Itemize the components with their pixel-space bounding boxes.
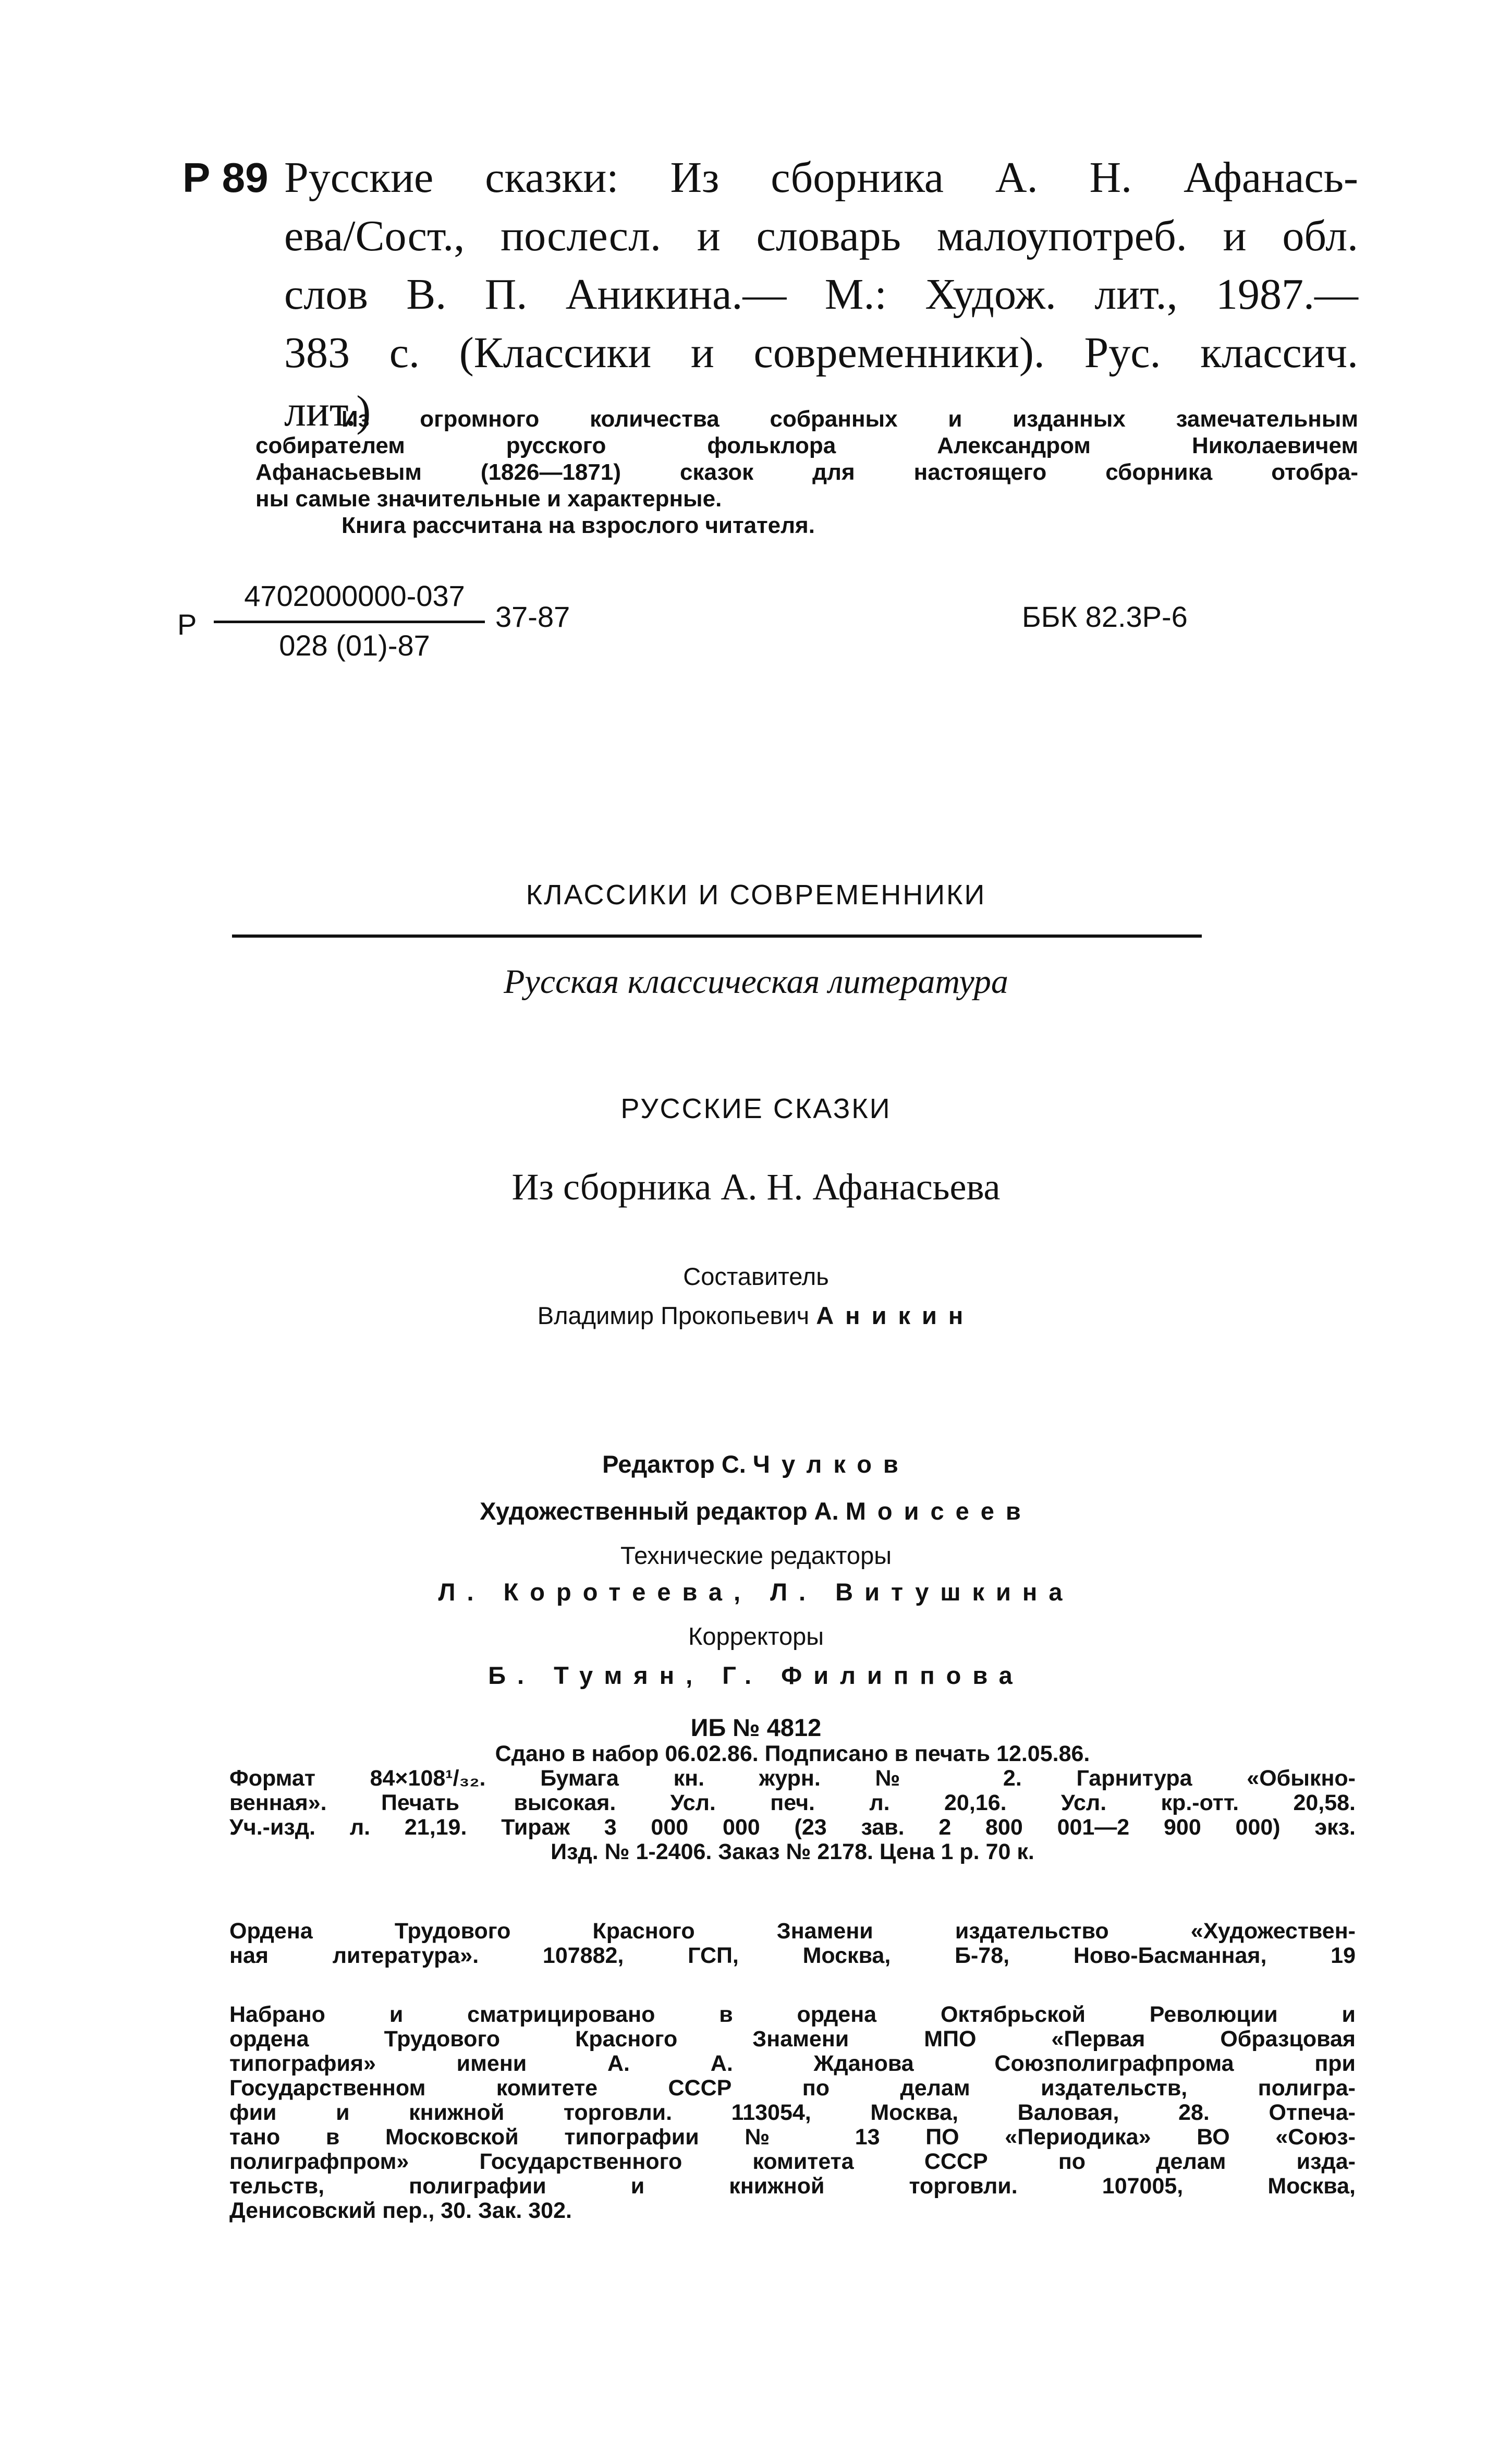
compiler-first-name: Владимир Прокопьевич <box>537 1302 810 1329</box>
art-editor-name: Моисеев <box>845 1497 1032 1525</box>
book-subtitle: Из сборника А. Н. Афанасьева <box>511 1166 1001 1208</box>
imprint-block <box>229 1742 1356 1864</box>
publisher-block <box>229 1919 1356 1968</box>
imprint-line: Формат 84×108¹/₃₂. Бумага кн. журн. № 2. Гарнитура «Обыкно- <box>229 1766 1356 1791</box>
printer-line: Денисовский пер., 30. Зак. 302. <box>229 2198 572 2223</box>
tech-editors-names: Л. Коротеева, Л. Витушкина <box>438 1578 1074 1606</box>
classification-numerator: 4702000000-037 <box>244 579 465 612</box>
editor-name: Чулков <box>752 1450 910 1478</box>
printer-block <box>229 2003 1356 2223</box>
printer-line: ордена Трудового Красного Знамени МПО «Первая Образцовая <box>229 2027 1356 2052</box>
printer-line: полиграфпром» Государственного комитета СССР по делам изда- <box>229 2149 1356 2174</box>
annotation-line: собирателем русского фольклора Александром Николаевичем <box>255 433 1358 458</box>
tech-editors-label: Технические редакторы <box>620 1542 892 1569</box>
annotation-line: Афанасьевым (1826—1871) сказок для настоящего сборника отобра- <box>255 459 1358 485</box>
entry-line: лит.) <box>284 387 371 435</box>
series-subtitle: Русская классическая литература <box>504 963 1008 1001</box>
series-rule <box>232 935 1202 938</box>
classification-denominator: 028 (01)-87 <box>279 629 430 662</box>
printer-line: Государственном комитете СССР по делам издательств, полигра- <box>229 2076 1356 2101</box>
bbk-code: ББК 82.3Р-6 <box>1022 600 1188 633</box>
classification-suffix: 37-87 <box>495 600 570 633</box>
art-editor-credit <box>0 1497 1512 1525</box>
imprint-line: Уч.-изд. л. 21,19. Тираж 3 000 000 (23 зав. 2 800 001—2 900 000) экз. <box>229 1815 1356 1840</box>
annotation-line: Из огромного количества собранных и изданных замечательным <box>342 406 1358 432</box>
printer-line: типография» имени А. А. Жданова Союзполиграфпрома при <box>229 2051 1356 2076</box>
proofreaders-names: Б. Тумян, Г. Филиппова <box>488 1661 1024 1689</box>
printer-line: тельств, полиграфии и книжной торговли. 107005, Москва, <box>229 2174 1356 2199</box>
series-title: КЛАССИКИ И СОВРЕМЕННИКИ <box>526 879 986 911</box>
annotation <box>255 406 1358 539</box>
catalog-code: Р 89 <box>182 154 269 201</box>
entry-line: слов В. П. Аникина.— М.: Худож. лит., 1987.— <box>284 270 1358 319</box>
imprint-line: Сдано в набор 06.02.86. Подписано в печать 12.05.86. <box>495 1741 1090 1766</box>
editor-label: Редактор С. <box>602 1450 746 1478</box>
compiler-label: Составитель <box>683 1263 829 1290</box>
bibliographic-entry <box>284 149 1358 441</box>
imprint-line: Изд. № 1-2406. Заказ № 2178. Цена 1 р. 70 к. <box>551 1839 1034 1864</box>
printer-line: тано в Московской типографии № 13 ПО «Периодика» ВО «Союз- <box>229 2125 1356 2150</box>
compiler-last-name: Аникин <box>816 1302 975 1329</box>
entry-line: Русские сказки: Из сборника А. Н. Афанась- <box>284 153 1358 202</box>
printer-line: фии и книжной торговли. 113054, Москва, Валовая, 28. Отпеча- <box>229 2100 1356 2125</box>
ib-number: ИБ № 4812 <box>690 1714 822 1741</box>
art-editor-label: Художественный редактор А. <box>480 1497 839 1525</box>
annotation-line: ны самые значительные и характерные. <box>255 486 722 512</box>
entry-line: 383 с. (Классики и современники). Рус. классич. <box>284 329 1358 377</box>
annotation-line: Книга рассчитана на взрослого читателя. <box>342 513 815 538</box>
classification-prefix: Р <box>177 608 197 641</box>
compiler-name <box>0 1301 1512 1330</box>
publisher-line: Ордена Трудового Красного Знамени издательство «Художествен- <box>229 1919 1356 1944</box>
publisher-line: ная литература». 107882, ГСП, Москва, Б-78, Ново-Басманная, 19 <box>229 1943 1356 1968</box>
fraction-bar <box>214 621 485 623</box>
entry-line: ева/Сост., послесл. и словарь малоупотреб. и обл. <box>284 212 1358 260</box>
printer-line: Набрано и сматрицировано в ордена Октябрьской Революции и <box>229 2002 1356 2027</box>
editor-credit <box>0 1450 1512 1478</box>
book-title: РУССКИЕ СКАЗКИ <box>620 1093 892 1124</box>
imprint-line: венная». Печать высокая. Усл. печ. л. 20,16. Усл. кр.-отт. 20,58. <box>229 1790 1356 1815</box>
proofreaders-label: Корректоры <box>688 1622 824 1650</box>
